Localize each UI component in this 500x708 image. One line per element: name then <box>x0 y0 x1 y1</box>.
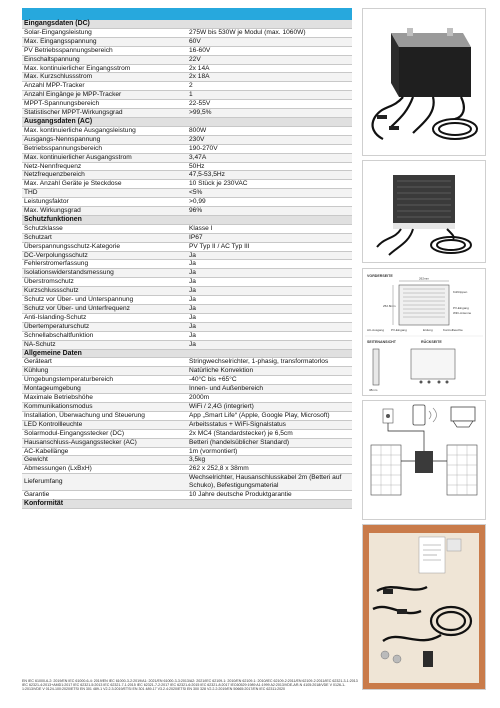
spec-label: Max. Anzahl Geräte je Steckdose <box>22 180 187 189</box>
diagram-pv-input2-label: PV-Eingang <box>453 306 469 310</box>
spec-value: IP67 <box>187 233 352 242</box>
diagram-height-dim: 252.8mm <box>383 304 396 308</box>
spec-row <box>22 394 352 403</box>
spec-label: Überspannungsschutz-Kategorie <box>22 242 187 251</box>
diagram-ac-output-label: AC-Ausgang <box>367 328 385 332</box>
spec-row <box>22 251 352 260</box>
spec-value: -40°C bis +65°C <box>187 376 352 385</box>
spec-label: Einschaltspannung <box>22 55 187 64</box>
spec-label: Anti-Islanding-Schutz <box>22 313 187 322</box>
spec-label: Max. kontinuierlicher Eingangsstrom <box>22 64 187 73</box>
diagram-pv-input-label: PV-Eingang <box>391 328 407 332</box>
spec-row <box>22 55 352 64</box>
spec-row <box>22 28 352 37</box>
spec-row <box>22 269 352 278</box>
spec-row <box>22 91 352 100</box>
spec-row <box>22 313 352 322</box>
spec-label: Leistungsfaktor <box>22 198 187 207</box>
spec-value: Ja <box>187 287 352 296</box>
diagram-status-lamp-label: Kontrollleuchte <box>443 328 463 332</box>
spec-value: 230V <box>187 135 352 144</box>
spec-value: Innen- und Außenbereich <box>187 385 352 394</box>
spec-label: Netzfrequenzbereich <box>22 171 187 180</box>
spec-label: PV Betriebsspannungsbereich <box>22 46 187 55</box>
spec-label: Gewicht <box>22 456 187 465</box>
spec-value: 2x MC4 (Standardstecker) je 6,5cm <box>187 429 352 438</box>
spec-label: Schutzklasse <box>22 224 187 233</box>
spec-value: Arbeitsstatus + WiFi-Signalstatus <box>187 420 352 429</box>
spec-value: 3,5kg <box>187 456 352 465</box>
diagram-width-dim: 262mm <box>419 276 430 281</box>
header-accent-bar <box>22 8 352 20</box>
spec-row <box>22 447 352 456</box>
diagram-wifi-label: WiFi-Antenne <box>453 311 472 315</box>
section-title: Allgemeine Daten <box>22 349 352 358</box>
spec-value: 262 x 252,8 x 38mm <box>187 465 352 474</box>
spec-label: Max. kontinuierlicher Ausgangsstrom <box>22 153 187 162</box>
diagram-depth-dim: 38mm <box>369 388 378 392</box>
spec-row <box>22 376 352 385</box>
spec-row <box>22 73 352 82</box>
spec-value: 2x 14A <box>187 64 352 73</box>
spec-value: Ja <box>187 278 352 287</box>
product-photo-inverter-cables <box>362 8 486 156</box>
spec-value: 2 <box>187 82 352 91</box>
spec-row <box>22 358 352 367</box>
spec-label: Max. Eingangsspannung <box>22 37 187 46</box>
spec-value: >99,5% <box>187 109 352 118</box>
spec-label: Umgebungstemperaturbereich <box>22 376 187 385</box>
technical-drawing <box>362 268 486 396</box>
conformity-text: EN IEC 61000-6-2: 2019/EN IEC 61000-6-4: 2019/EN IEC 61000-3-2:2019/A1: 2021/EN 61000-3-3:2013/A2: 2021/IEC 62109-1: 2010/EN 62109-1: 2010/IEC 62109-2:2011/EN 62109-2:2011/IEC 62321-3-1:2013 IEC 62321-4:2013+AMD1:2017 IEC 62321-5:2013 IEC 62321-7-1:2015 IEC 62321-7-2:2017 IEC 62321-6:2015 IEC 62321-8:2017 IEC60529:1989 A1:1999 A2:2013/VDE-AR-N 4105:2018/VDE V 0126-1-1:2013/VDE V 0124-100:2020/ETSI EN 301 489-1 V2.2.3:2019/ETSI EN 301 489-17 V3.2.4:2020/ETSI EN 300 328 V2.2.2:2019/EN 50665:2017/EN IEC 62311:2020 <box>22 679 358 692</box>
spec-value: Stringwechselrichter, 1-phasig, transformatorlos <box>187 358 352 367</box>
diagram-back-label: RÜCKSEITE <box>421 340 442 344</box>
spec-row <box>22 465 352 474</box>
section-header <box>22 215 352 224</box>
section-title: Ausgangsdaten (AC) <box>22 117 352 126</box>
spec-label: Isolationswiderstandsmessung <box>22 269 187 278</box>
spec-row <box>22 367 352 376</box>
spec-row <box>22 331 352 340</box>
spec-label: Übertemperaturschutz <box>22 322 187 331</box>
spec-value: Ja <box>187 340 352 349</box>
spec-label: Schutzart <box>22 233 187 242</box>
spec-label: Fehlerstromerfassung <box>22 260 187 269</box>
spec-value: Ja <box>187 331 352 340</box>
spec-label: Maximale Betriebshöhe <box>22 394 187 403</box>
spec-value: 1m (vormontiert) <box>187 447 352 456</box>
spec-value: 190-270V <box>187 144 352 153</box>
spec-table <box>22 20 352 509</box>
spec-value: 10 Stück je 230VAC <box>187 180 352 189</box>
spec-value: 22-55V <box>187 100 352 109</box>
spec-row <box>22 340 352 349</box>
spec-row <box>22 411 352 420</box>
spec-label: Max. Wirkungsgrad <box>22 207 187 216</box>
spec-label: Ausgangs-Nennspannung <box>22 135 187 144</box>
spec-value: PV Typ II / AC Typ III <box>187 242 352 251</box>
spec-value: Klasse I <box>187 224 352 233</box>
spec-row <box>22 64 352 73</box>
spec-row <box>22 180 352 189</box>
spec-row <box>22 305 352 314</box>
spec-row <box>22 260 352 269</box>
spec-value: <5% <box>187 189 352 198</box>
spec-row <box>22 474 352 491</box>
system-illustration <box>362 400 486 520</box>
spec-label: Schnellabschaltfunktion <box>22 331 187 340</box>
spec-label: Abmessungen (LxBxH) <box>22 465 187 474</box>
spec-row <box>22 242 352 251</box>
section-header <box>22 20 352 28</box>
spec-row <box>22 402 352 411</box>
spec-value: 3,47A <box>187 153 352 162</box>
spec-value: >0,99 <box>187 198 352 207</box>
spec-row <box>22 322 352 331</box>
spec-label: Geräteart <box>22 358 187 367</box>
spec-label: Statistischer MPPT-Wirkungsgrad <box>22 109 187 118</box>
spec-label: Lieferumfang <box>22 474 187 491</box>
spec-label: Kühlung <box>22 367 187 376</box>
spec-value: 60V <box>187 37 352 46</box>
spec-row <box>22 162 352 171</box>
spec-row <box>22 491 352 500</box>
spec-row <box>22 189 352 198</box>
spec-value: 1 <box>187 91 352 100</box>
diagram-kuhlrippen-label: Kühlrippen <box>453 290 468 294</box>
section-header <box>22 117 352 126</box>
spec-label: Anzahl MPP-Tracker <box>22 82 187 91</box>
spec-label: Betriebsspannungsbereich <box>22 144 187 153</box>
spec-value: Natürliche Konvektion <box>187 367 352 376</box>
spec-label: Überstromschutz <box>22 278 187 287</box>
spec-row <box>22 135 352 144</box>
section-title: Schutzfunktionen <box>22 215 352 224</box>
spec-label: Schutz vor Über- und Unterfrequenz <box>22 305 187 314</box>
product-photo-package-contents <box>362 524 486 690</box>
diagram-side-label: SEITENANSICHT <box>367 340 396 344</box>
spec-label: Montageumgebung <box>22 385 187 394</box>
spec-row <box>22 82 352 91</box>
spec-label: Solarmodul-Eingangsstecker (DC) <box>22 429 187 438</box>
spec-label: Garantie <box>22 491 187 500</box>
spec-row <box>22 100 352 109</box>
spec-value: Wechselrichter, Hausanschlusskabel 2m (Betteri auf Schuko), Befestigungsmaterial <box>187 474 352 491</box>
spec-value: 47,5-53,5Hz <box>187 171 352 180</box>
spec-value: 275W bis 530W je Modul (max. 1060W) <box>187 28 352 37</box>
spec-value: App „Smart Life“ (Apple, Google Play, Microsoft) <box>187 411 352 420</box>
spec-label: Kurzschlussschutz <box>22 287 187 296</box>
spec-row <box>22 153 352 162</box>
section-header <box>22 349 352 358</box>
spec-row <box>22 224 352 233</box>
spec-row <box>22 171 352 180</box>
spec-label: DC-Verpolungsschutz <box>22 251 187 260</box>
spec-row <box>22 46 352 55</box>
diagram-front-label: VORDERSEITE <box>367 274 393 278</box>
spec-row <box>22 456 352 465</box>
spec-row <box>22 438 352 447</box>
spec-value: Ja <box>187 269 352 278</box>
spec-row <box>22 278 352 287</box>
spec-value: 96% <box>187 207 352 216</box>
spec-row <box>22 109 352 118</box>
spec-label: Anzahl Eingänge je MPP-Tracker <box>22 91 187 100</box>
spec-value: Ja <box>187 296 352 305</box>
spec-label: Hausanschluss-Ausgangsstecker (AC) <box>22 438 187 447</box>
spec-label: NA-Schutz <box>22 340 187 349</box>
spec-value: WiFi / 2,4G (integriert) <box>187 402 352 411</box>
spec-row <box>22 429 352 438</box>
spec-label: Installation, Überwachung und Steuerung <box>22 411 187 420</box>
spec-row <box>22 37 352 46</box>
spec-label: AC-Kabellänge <box>22 447 187 456</box>
spec-value: 10 Jahre deutsche Produktgarantie <box>187 491 352 500</box>
spec-row <box>22 287 352 296</box>
spec-value: Betteri (handelsüblicher Standard) <box>187 438 352 447</box>
spec-row <box>22 420 352 429</box>
diagram-grounding-label: Erdung <box>423 328 433 332</box>
spec-row <box>22 385 352 394</box>
spec-label: Solar-Eingangsleistung <box>22 28 187 37</box>
spec-label: Kommunikationsmodus <box>22 402 187 411</box>
spec-value: 16-60V <box>187 46 352 55</box>
spec-label: Schutz vor Über- und Unterspannung <box>22 296 187 305</box>
spec-value: Ja <box>187 313 352 322</box>
section-title: Eingangsdaten (DC) <box>22 20 352 28</box>
spec-label: THD <box>22 189 187 198</box>
spec-label: Netz-Nennfrequenz <box>22 162 187 171</box>
spec-value: 2000m <box>187 394 352 403</box>
spec-row <box>22 233 352 242</box>
spec-value: 50Hz <box>187 162 352 171</box>
spec-label: Max. Kurzschlussstrom <box>22 73 187 82</box>
product-photo-inverter-front <box>362 160 486 263</box>
spec-label: Max. kontinuierliche Ausgangsleistung <box>22 126 187 135</box>
spec-row <box>22 296 352 305</box>
section-title: Konformität <box>22 499 352 508</box>
spec-value: Ja <box>187 305 352 314</box>
spec-value: Ja <box>187 322 352 331</box>
spec-label: MPPT-Spannungsbereich <box>22 100 187 109</box>
spec-value: Ja <box>187 251 352 260</box>
spec-value: Ja <box>187 260 352 269</box>
spec-label: LED Kontrollleuchte <box>22 420 187 429</box>
spec-value: 800W <box>187 126 352 135</box>
spec-row <box>22 126 352 135</box>
spec-row <box>22 144 352 153</box>
spec-value: 22V <box>187 55 352 64</box>
spec-value: 2x 18A <box>187 73 352 82</box>
spec-row <box>22 207 352 216</box>
section-header <box>22 499 352 508</box>
spec-row <box>22 198 352 207</box>
